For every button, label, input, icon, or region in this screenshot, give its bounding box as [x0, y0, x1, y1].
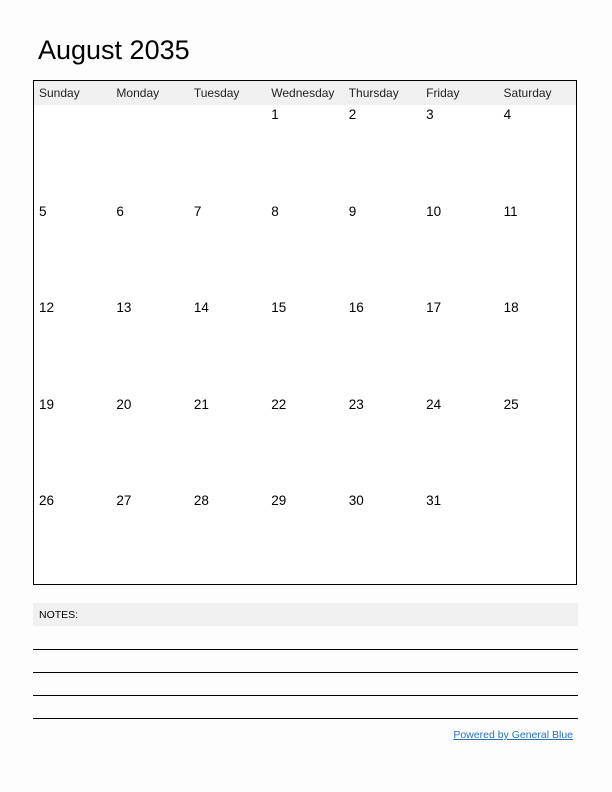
weekday-thursday: Thursday [348, 86, 399, 100]
day-cell: 23 [348, 396, 364, 412]
powered-by-link[interactable]: Powered by General Blue [453, 729, 573, 741]
weekday-tuesday: Tuesday [193, 86, 240, 100]
day-cell: 4 [503, 107, 512, 122]
weekday-sunday: Sunday [39, 86, 80, 100]
day-cell [34, 105, 111, 202]
day-cell: 19 [39, 396, 55, 412]
day-cell: 1 [271, 107, 279, 122]
day-cell [189, 105, 266, 202]
day-cell: 17 [426, 300, 442, 315]
day-cell: 31 [426, 493, 442, 508]
day-cell: 22 [271, 396, 287, 412]
day-cell: 5 [39, 203, 47, 219]
day-cell: 13 [116, 300, 132, 315]
weekday-friday: Friday [426, 86, 460, 100]
day-cell: 20 [116, 396, 132, 412]
day-cell: 18 [503, 300, 519, 315]
day-cell: 24 [426, 396, 442, 412]
day-cell: 10 [426, 203, 442, 219]
day-cell: 9 [348, 203, 357, 219]
weekday-header-row [34, 81, 576, 105]
day-cell: 28 [193, 493, 209, 508]
notes-line [33, 672, 578, 673]
day-cell: 15 [271, 300, 287, 315]
notes-label: NOTES: [33, 603, 578, 626]
day-cell: 6 [116, 203, 124, 219]
day-cell: 26 [39, 493, 55, 508]
notes-line [33, 718, 578, 719]
day-cell: 21 [193, 396, 209, 412]
weekday-wednesday: Wednesday [271, 86, 335, 100]
day-cell: 11 [503, 203, 518, 219]
days-grid [34, 105, 576, 588]
day-cell: 30 [348, 493, 364, 508]
day-cell: 8 [271, 203, 279, 219]
day-cell: 14 [193, 300, 209, 315]
day-cell [111, 105, 188, 202]
day-cell: 2 [348, 107, 357, 122]
day-cell [499, 491, 576, 588]
day-cell: 12 [39, 300, 55, 315]
page-title: August 2035 [38, 35, 190, 65]
weekday-saturday: Saturday [503, 86, 552, 100]
day-cell: 3 [426, 107, 434, 122]
day-cell: 27 [116, 493, 132, 508]
day-cell: 16 [348, 300, 364, 315]
calendar-grid [33, 80, 577, 585]
day-cell: 29 [271, 493, 287, 508]
day-cell: 25 [503, 396, 519, 412]
notes-line [33, 649, 578, 650]
notes-line [33, 695, 578, 696]
weekday-monday: Monday [116, 86, 160, 100]
day-cell: 7 [193, 203, 202, 219]
